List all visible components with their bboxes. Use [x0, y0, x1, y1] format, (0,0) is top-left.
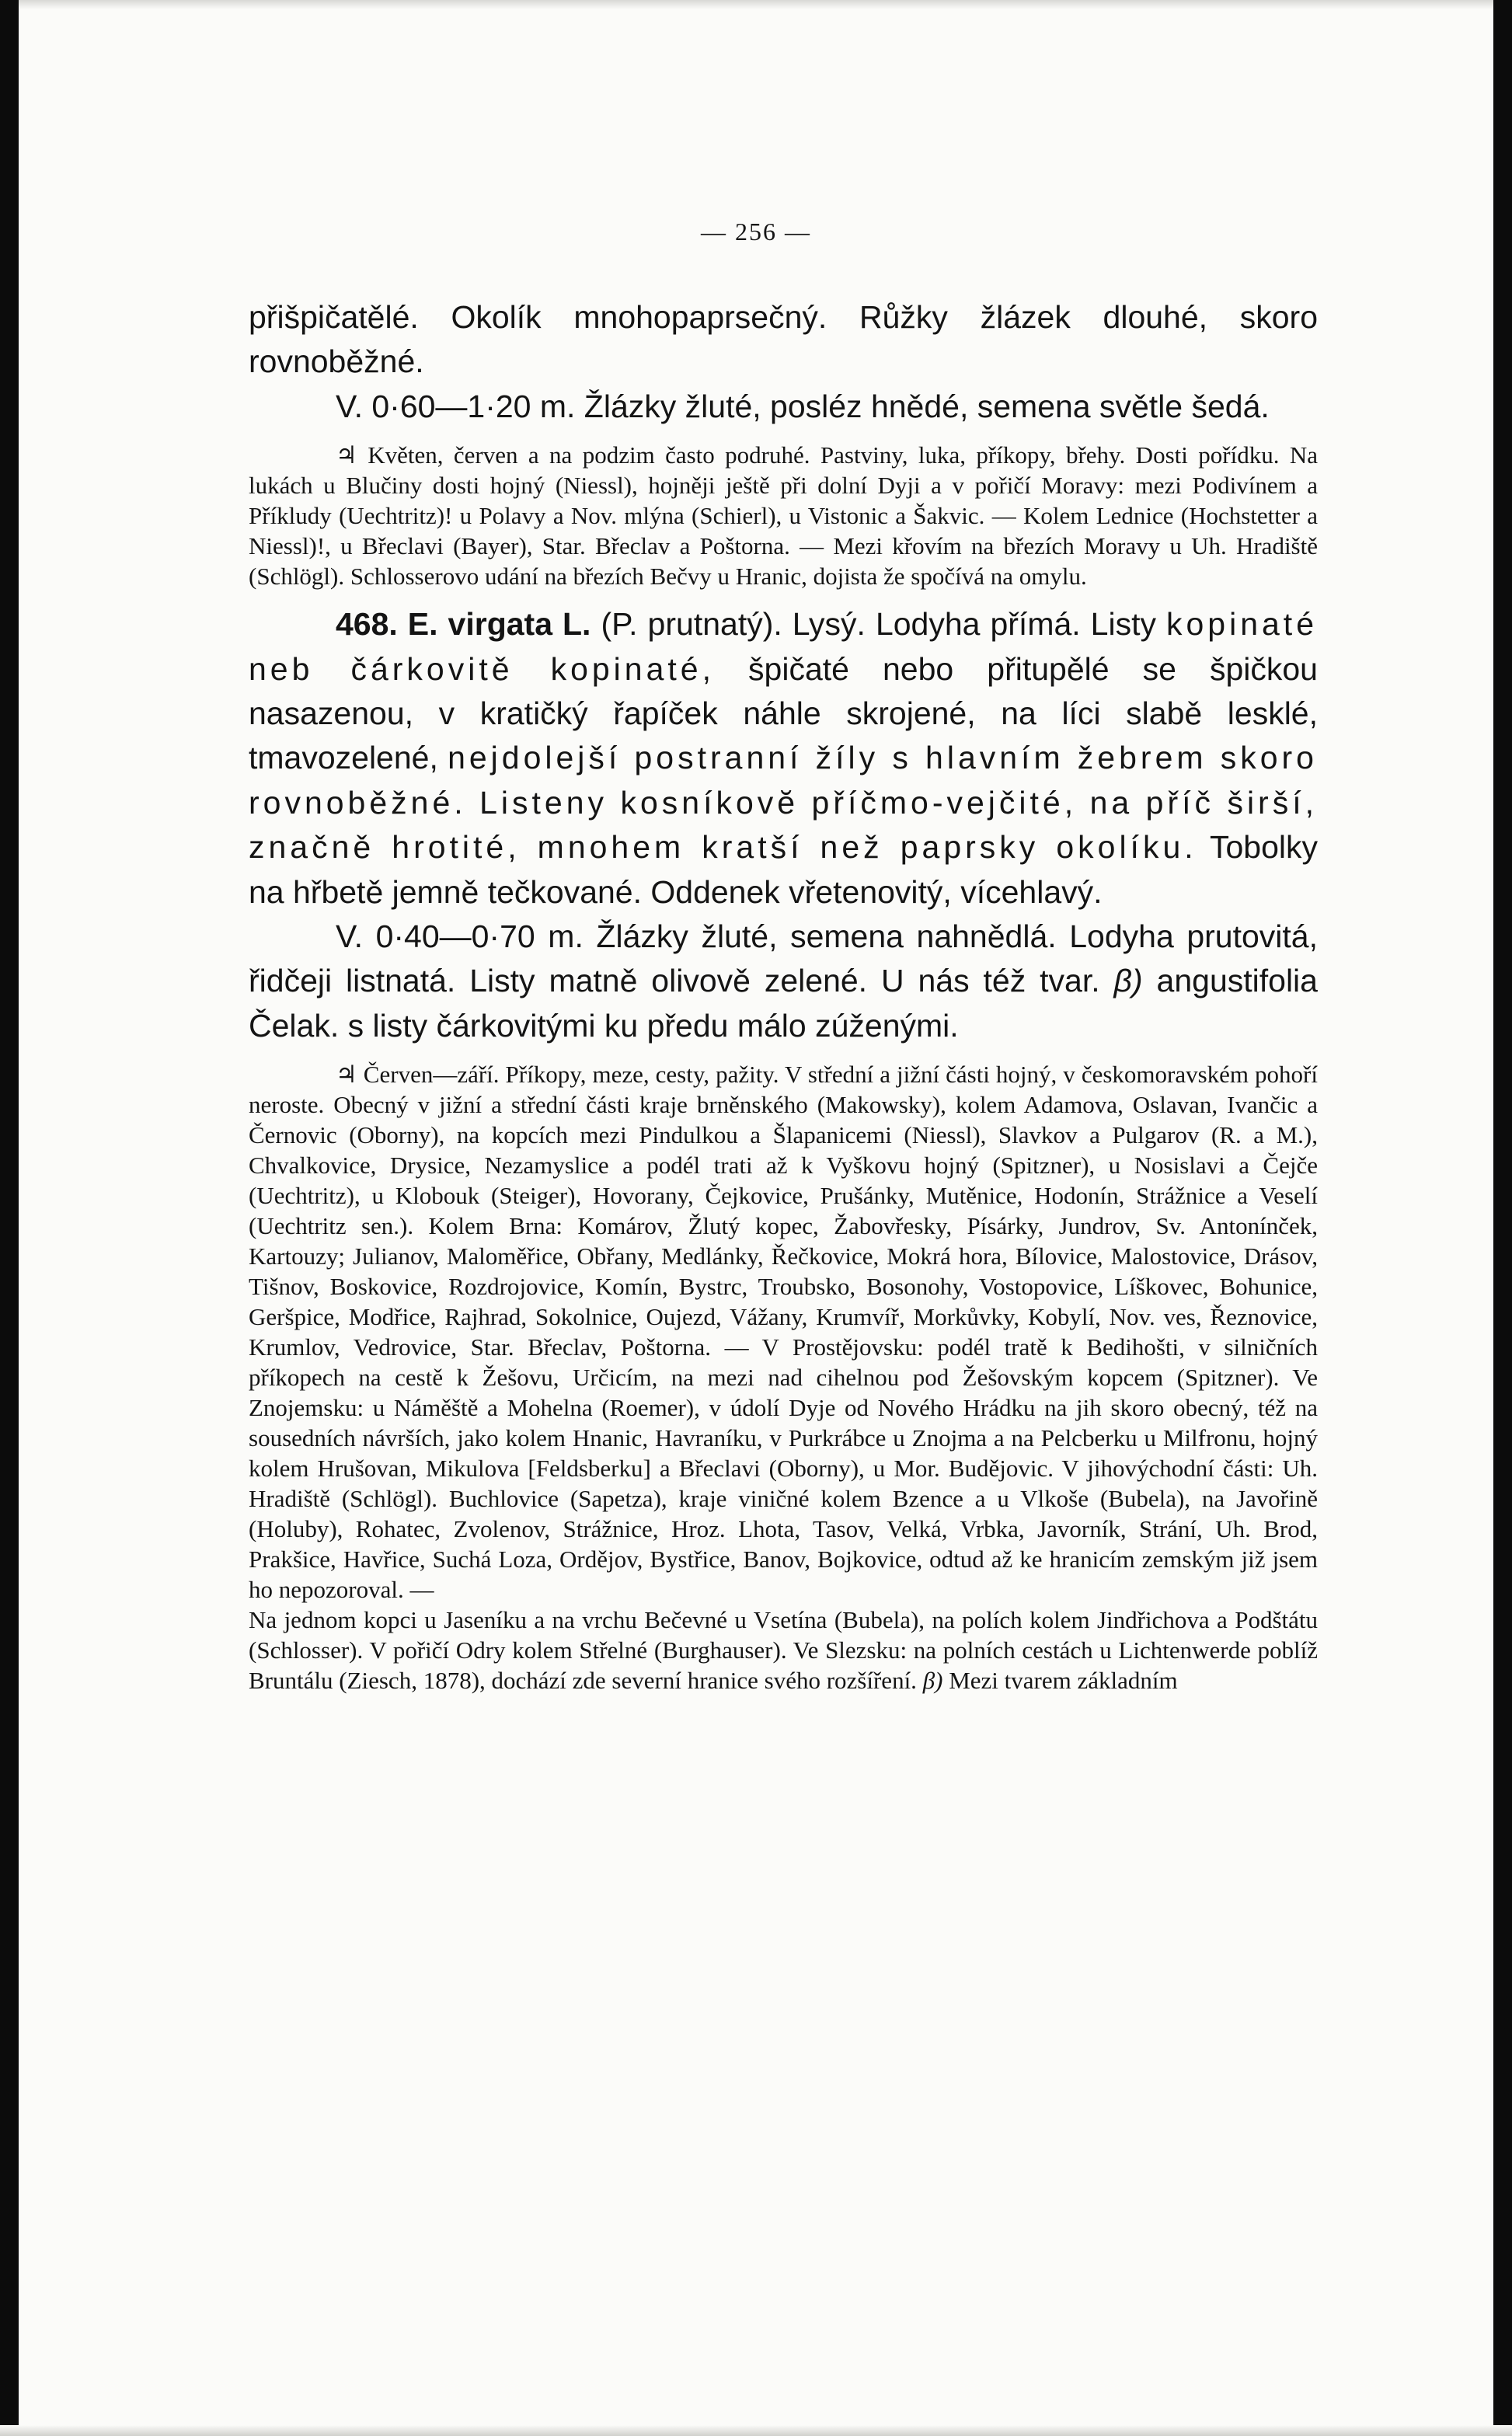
page-edge-bottom [0, 2425, 1512, 2436]
occurrence-2-tail: Mezi tvarem základním [949, 1667, 1178, 1695]
intro-occurrence: ♃ Květen, červen a na podzim často podruhé. Pastviny, luka, příkopy, břehy. Dosti pořídku. Na lukách u Blučiny dosti hojný (Niessl), hojněji ještě při dolní Dyji a v pořičí Moravy: mezi Podivínem a Příkludy (Uechtritz)! u Polavy a Nov. mlýna (Schierl), u Vistonic a Šakvic. — Kolem Lednice (Hochstetter a Niessl)!, u Břeclavi (Bayer), Star. Břeclav a Poštorna. — Mezi křovím na březích Moravy u Uh. Hradiště (Schlögl). Schlosserovo udání na březích Bečvy u Hranic, dojista že spočívá na omylu. [249, 441, 1318, 591]
species-description [249, 602, 1318, 915]
page-edge-left [0, 0, 19, 2436]
species-desc-5: Tobolky na hřbetě jemně tečkované. Oddenek vřetenovitý, vícehlavý. [249, 829, 1318, 910]
species-sizes-text: V. 0·40—0·70 m. Žlázky žluté, semena nahnědlá. Lodyha prutovitá, řidčeji listnatá. Listy matně olivově zelené. U nás též tvar. [249, 918, 1318, 999]
occurrence-paragraph-2 [249, 1605, 1318, 1695]
page-body [249, 295, 1318, 1695]
occurrence-paragraph-1: ♃ Červen—září. Příkopy, meze, cesty, pažity. V střední a jižní části hojný, v českomoravském pohoří neroste. Obecný v jižní a střední části kraje brněnského (Makowsky), kolem Adamova, Oslavan, Ivančic a Černovic (Oborny), na kopcích mezi Pindulkou a Šlapanicemi (Niessl), Slavkov a Pulgarov (R. a M.), Chvalkovice, Drysice, Nezamyslice a podél trati až k Vyškovu hojný (Spitzner), u Nosislavi a Čejče (Uechtritz), u Klobouk (Steiger), Hovorany, Čejkovice, Prušánky, Mutěnice, Hodonín, Strážnice a Veselí (Uechtritz sen.). Kolem Brna: Komárov, Žlutý kopec, Žabovřesky, Písárky, Jundrov, Sv. Antonínček, Kartouzy; Julianov, Maloměřice, Obřany, Medlánky, Řečkovice, Mokrá hora, Bílovice, Malostovice, Drásov, Tišnov, Boskovice, Rozdrojovice, Komín, Bystrc, Troubsko, Bosonohy, Vostopovice, Líškovec, Bohunice, Geršpice, Modřice, Rajhrad, Sokolnice, Oujezd, Vážany, Krumvíř, Morkůvky, Kobylí, Nov. ves, Řeznovice, Krumlov, Vedrovice, Star. Břeclav, Poštorna. — V Prostějovsku: podél tratě k Bedihošti, v silničních příkopech na cestě k Žešovu, Určicím, na mezi nad cihelnou pod Žešovským kopcem (Spitzner). Ve Znojemsku: u Náměště a Mohelna (Roemer), v údolí Dyje od Nového Hrádku na jih skoro obecný, též na sousedních návrších, jako kolem Hnanic, Havraníku, v Purkrábce u Znojma a na Pelcberku u Milfronu, hojný kolem Hrušovan, Mikulova [Feldsberku] a Břeclavi (Oborny), u Mor. Budějovic. V jihovýchodní části: Uh. Hradiště (Schlögl). Buchlovice (Sapetza), kraje viničné kolem Bzence a u Vlkoše (Bubela), na Javořině (Holuby), Rohatec, Zvolenov, Strážnice, Hroz. Lhota, Tasov, Velká, Vrbka, Javorník, Strání, Uh. Brod, Prakšice, Havřice, Suchá Loza, Ordějov, Bystřice, Banov, Bojkovice, odtud až ke hranicím zemským již jsem ho nepozoroval. — [249, 1061, 1318, 1604]
page-edge-right [1493, 0, 1512, 2436]
occurrence-2-text: Na jednom kopci u Jaseníku a na vrchu Bečevné u Vsetína (Bubela), na polích kolem Jindřichova a Podštátu (Schlosser). V pořičí Odry kolem Střelné (Burghauser). Ve Slezsku: na polních cestách u Lichtenwerde poblíž Bruntálu (Ziesch, 1878), dochází zde severní hranice svého rozšíření. [249, 1606, 1318, 1695]
species-desc-2: kopinaté neb čárkovitě kopinaté, [249, 606, 1318, 687]
intro-description [249, 295, 1318, 385]
species-czech-name: (P. prutnatý). [601, 606, 782, 643]
species-desc-4: nejdolejší postranní žíly s hlavním žebrem skoro rovnoběžné. Listeny kosníkovĕ příčmo-vejčité, na příč širší, značně hrotité, mnohem kratší než paprsky okolíku. [249, 740, 1318, 866]
form-marker: β) [1113, 963, 1143, 999]
occurrence-2-marker: β) [922, 1667, 943, 1695]
page-edge-top [0, 0, 1512, 9]
species-desc-1: Lysý. Lodyha přímá. Listy [792, 606, 1156, 643]
form-text: angustifolia Čelak. s listy čárkovitými ku předu málo zúženými. [249, 963, 1318, 1044]
species-sizes [249, 915, 1318, 1048]
species-desc-3: špičaté nebo přitupělé se špičkou nasazenou, v kratičký řapíček náhle skrojené, na líci slabě lesklé, tmavozelené, [249, 650, 1318, 776]
species-number: 468. E. virgata L. [336, 606, 591, 643]
intro-sizes: V. 0·60—1·20 m. Žlázky žluté, posléz hnědé, semena světle šedá. [336, 388, 1270, 424]
page-number: — 256 — [701, 218, 811, 246]
intro-line: přišpičatělé. Okolík mnohopaprsečný. Růžky žlázek dlouhé, skoro rovnoběžné. [249, 299, 1318, 380]
